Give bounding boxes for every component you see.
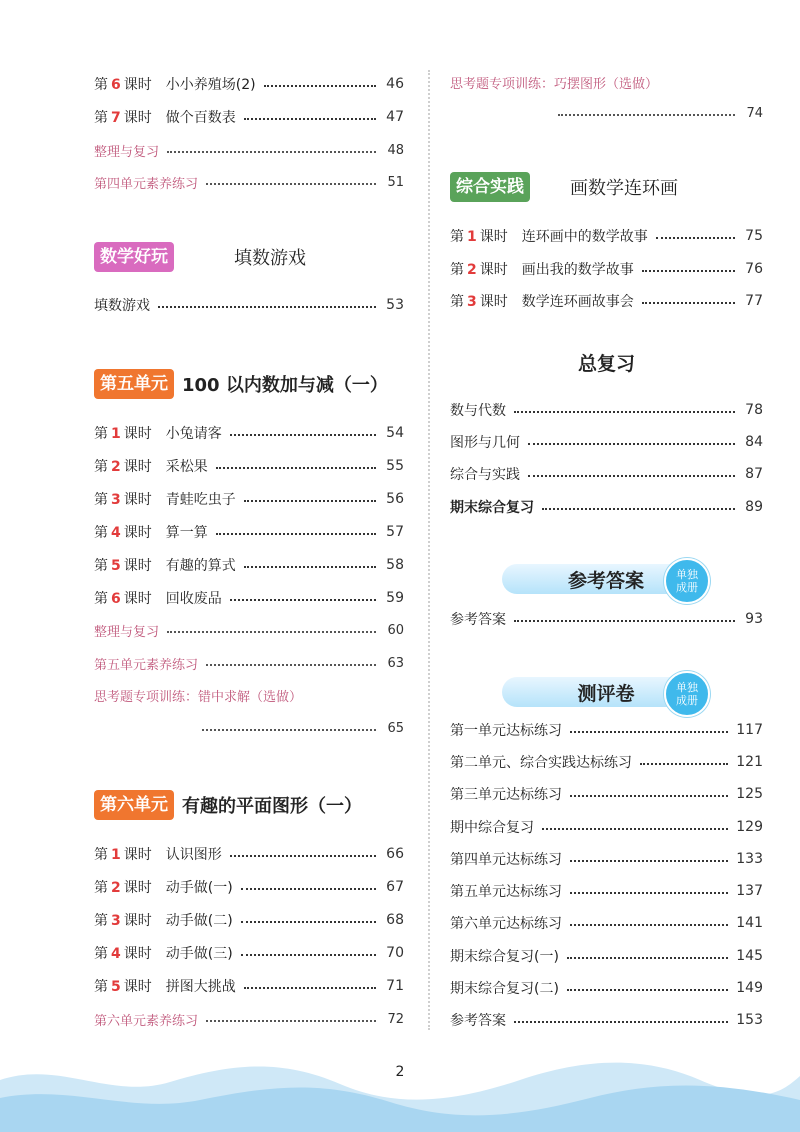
page-number: 89 — [745, 499, 763, 515]
dot-leader — [264, 85, 376, 87]
dot-leader — [167, 631, 376, 633]
entry-title: 动手做(二) — [165, 913, 233, 929]
page-number: 58 — [386, 557, 404, 573]
dot-leader — [230, 599, 376, 601]
entry-title: 拼图大挑战 — [165, 979, 236, 995]
toc-entry[interactable] — [94, 842, 404, 866]
page-number: 71 — [386, 978, 404, 994]
entry-title: 数与代数 — [450, 403, 506, 419]
section-title: 100 以内数加与减（一） — [182, 375, 388, 396]
toc-entry[interactable] — [450, 815, 763, 839]
dot-leader — [656, 237, 735, 239]
entry-title: 第六单元素养练习 — [94, 1013, 199, 1029]
page-number: 153 — [736, 1012, 763, 1028]
page-number: 149 — [736, 980, 763, 996]
entry-title: 第六单元达标练习 — [450, 916, 562, 932]
page-number: 117 — [736, 722, 763, 738]
wave-decoration — [0, 1040, 800, 1132]
entry-title: 数学连环画故事会 — [521, 294, 634, 310]
page-number: 121 — [736, 754, 763, 770]
page-number: 125 — [736, 786, 763, 802]
dot-leader — [206, 664, 376, 666]
toc-entry[interactable] — [450, 976, 763, 1000]
page-number: 65 — [387, 720, 404, 736]
page-number: 87 — [745, 466, 763, 482]
entry-title: 思考题专项训练：错中求解（选做） — [94, 689, 303, 705]
page-number: 78 — [745, 402, 763, 418]
entry-title: 回收废品 — [165, 591, 222, 607]
entry-title: 小兔请客 — [165, 426, 222, 442]
dot-leader — [542, 508, 735, 510]
toc-entry[interactable] — [450, 462, 763, 486]
entry-title: 画出我的数学故事 — [521, 262, 634, 278]
lesson-label: 第 1 课时 — [94, 847, 152, 863]
toc-entry[interactable] — [450, 750, 763, 774]
toc-entry[interactable] — [94, 421, 404, 445]
entry-title: 第四单元素养练习 — [94, 176, 199, 192]
dot-leader — [570, 731, 728, 733]
toc-entry[interactable] — [450, 718, 763, 742]
entry-title: 图形与几何 — [450, 435, 520, 451]
toc-entry[interactable] — [94, 553, 404, 577]
entry-title: 青蛙吃虫子 — [165, 492, 236, 508]
dot-leader — [206, 183, 376, 185]
entry-title: 整理与复习 — [94, 144, 160, 160]
page-number: 137 — [736, 883, 763, 899]
entry-title: 动手做(一) — [165, 880, 233, 896]
page-number: 59 — [386, 590, 404, 606]
dot-leader — [216, 533, 376, 535]
lesson-label: 第 5 课时 — [94, 558, 152, 574]
dot-leader — [244, 118, 376, 120]
page-number: 76 — [745, 261, 763, 277]
dot-leader — [241, 954, 376, 956]
entry-title: 第三单元达标练习 — [450, 787, 562, 803]
dot-leader — [570, 924, 728, 926]
dot-leader — [640, 763, 728, 765]
dot-leader — [542, 828, 728, 830]
entry-title: 整理与复习 — [94, 624, 160, 640]
toc-entry[interactable] — [450, 911, 763, 935]
page-number: 54 — [386, 425, 404, 441]
toc-entry[interactable] — [94, 105, 404, 129]
dot-leader — [230, 434, 376, 436]
dot-leader — [244, 566, 376, 568]
dot-leader — [528, 475, 735, 477]
page-number: 141 — [736, 915, 763, 931]
toc-entry[interactable] — [450, 398, 763, 422]
toc-entry[interactable] — [450, 782, 763, 806]
page-number: 51 — [387, 174, 404, 190]
page-number: 47 — [386, 109, 404, 125]
entry-title: 有趣的算式 — [165, 558, 236, 574]
dot-leader — [567, 957, 728, 959]
dot-leader — [230, 855, 376, 857]
toc-entry-title-line[interactable] — [450, 70, 763, 94]
page-number: 60 — [387, 622, 404, 638]
page-number: 84 — [745, 434, 763, 450]
entry-title: 参考答案 — [450, 612, 506, 628]
toc-entry[interactable] — [94, 170, 404, 194]
dot-leader — [570, 892, 728, 894]
dot-leader — [567, 989, 728, 991]
page-number: 66 — [386, 846, 404, 862]
page-number: 70 — [386, 945, 404, 961]
toc-entry[interactable] — [94, 974, 404, 998]
toc-entry[interactable] — [94, 651, 404, 675]
lesson-label: 第 3 课时 — [94, 492, 152, 508]
toc-entry[interactable] — [450, 607, 763, 631]
toc-entry[interactable] — [94, 293, 404, 317]
entry-title: 认识图形 — [165, 847, 222, 863]
entry-title: 采松果 — [165, 459, 208, 475]
entry-title: 第五单元达标练习 — [450, 884, 562, 900]
toc-entry-page-line[interactable] — [94, 716, 404, 740]
dot-leader — [570, 860, 728, 862]
section-title: 画数学连环画 — [570, 178, 678, 199]
page-number: 72 — [387, 1011, 404, 1027]
section-header-math-fun — [94, 240, 404, 274]
lesson-label: 第 2 课时 — [94, 459, 152, 475]
entry-title: 期中综合复习 — [450, 820, 534, 836]
entry-title: 做个百数表 — [165, 110, 236, 126]
page-number: 53 — [386, 297, 404, 313]
toc-entry[interactable] — [94, 941, 404, 965]
toc-entry[interactable] — [94, 618, 404, 642]
page-number: 77 — [745, 293, 763, 309]
dot-leader — [167, 151, 376, 153]
section-badge: 第五单元 — [94, 369, 174, 399]
dot-leader — [241, 888, 376, 890]
page-number: 56 — [386, 491, 404, 507]
entry-title: 参考答案 — [450, 1013, 506, 1029]
dot-leader — [528, 443, 735, 445]
entry-title: 期末综合复习(一) — [450, 949, 559, 965]
lesson-label: 第 1 课时 — [94, 426, 152, 442]
toc-entry[interactable] — [450, 944, 763, 968]
dot-leader — [514, 411, 735, 413]
toc-entry[interactable] — [94, 875, 404, 899]
toc-entry[interactable] — [450, 257, 763, 281]
lesson-label: 第 3 课时 — [450, 294, 508, 310]
toc-entry[interactable] — [450, 430, 763, 454]
lesson-label: 第 6 课时 — [94, 77, 152, 93]
dot-leader — [158, 306, 376, 308]
toc-entry-title-line[interactable] — [94, 683, 404, 707]
lesson-label: 第 5 课时 — [94, 979, 152, 995]
toc-entry[interactable] — [94, 520, 404, 544]
dot-leader — [642, 270, 735, 272]
lesson-label: 第 2 课时 — [94, 880, 152, 896]
toc-entry[interactable] — [94, 487, 404, 511]
page-number: 68 — [386, 912, 404, 928]
section-header-unit5 — [94, 367, 404, 401]
section-header-unit6 — [94, 788, 404, 822]
section-badge: 综合实践 — [450, 172, 530, 202]
toc-entry[interactable] — [94, 72, 404, 96]
section-title: 有趣的平面图形（一） — [182, 796, 362, 817]
page-number: 48 — [387, 142, 404, 158]
entry-title: 第五单元素养练习 — [94, 657, 199, 673]
lesson-label: 第 6 课时 — [94, 591, 152, 607]
toc-entry-page-line[interactable] — [450, 101, 763, 125]
lesson-label: 第 2 课时 — [450, 262, 508, 278]
toc-entry[interactable] — [94, 586, 404, 610]
toc-entry[interactable] — [94, 138, 404, 162]
dot-leader — [241, 921, 376, 923]
section-badge: 数学好玩 — [94, 242, 174, 272]
entry-title: 第四单元达标练习 — [450, 852, 562, 868]
page-number: 145 — [736, 948, 763, 964]
section-title: 填数游戏 — [234, 248, 306, 269]
dot-leader — [244, 500, 376, 502]
page-number: 93 — [745, 611, 763, 627]
page-number: 129 — [736, 819, 763, 835]
lesson-label: 第 4 课时 — [94, 946, 152, 962]
dot-leader — [514, 620, 735, 622]
entry-title: 思考题专项训练：巧摆图形（选做） — [450, 76, 659, 92]
page-number: 74 — [746, 105, 763, 121]
lesson-label: 第 1 课时 — [450, 229, 508, 245]
toc-entry[interactable] — [94, 908, 404, 932]
separate-booklet-tag: 单独 成册 — [664, 671, 710, 717]
page-number: 55 — [386, 458, 404, 474]
toc-entry[interactable] — [450, 847, 763, 871]
toc-entry[interactable] — [450, 224, 763, 248]
entry-title: 期末综合复习 — [450, 500, 534, 516]
toc-entry[interactable] — [450, 1008, 763, 1032]
tests-pill: 测评卷 — [502, 677, 710, 707]
dot-leader — [216, 467, 376, 469]
entry-title: 算一算 — [165, 525, 208, 541]
section-header-practice — [450, 170, 763, 204]
answers-pill: 参考答案 — [502, 564, 710, 594]
entry-title: 连环画中的数学故事 — [521, 229, 648, 245]
toc-entry[interactable] — [94, 454, 404, 478]
page-number: 46 — [386, 76, 404, 92]
dot-leader — [570, 795, 728, 797]
dot-leader — [206, 1020, 376, 1022]
entry-title: 第二单元、综合实践达标练习 — [450, 755, 632, 771]
page-number: 67 — [386, 879, 404, 895]
review-title: 总复习 — [577, 353, 635, 375]
entry-title: 填数游戏 — [94, 298, 150, 314]
toc-entry[interactable] — [450, 495, 763, 519]
dot-leader — [514, 1021, 728, 1023]
column-divider — [428, 70, 430, 1030]
entry-title: 第一单元达标练习 — [450, 723, 562, 739]
lesson-label: 第 3 课时 — [94, 913, 152, 929]
page-number: 133 — [736, 851, 763, 867]
lesson-label: 第 7 课时 — [94, 110, 152, 126]
page-number: 57 — [386, 524, 404, 540]
entry-title: 动手做(三) — [165, 946, 233, 962]
page-number-footer: 2 — [395, 1064, 405, 1080]
dot-leader — [558, 114, 735, 116]
toc-entry[interactable] — [450, 879, 763, 903]
lesson-label: 第 4 课时 — [94, 525, 152, 541]
entry-title: 小小养殖场(2) — [165, 77, 256, 93]
entry-title: 期末综合复习(二) — [450, 981, 559, 997]
dot-leader — [202, 729, 376, 731]
toc-entry[interactable] — [450, 289, 763, 313]
toc-entry[interactable] — [94, 1007, 404, 1031]
page-number: 75 — [745, 228, 763, 244]
page-number: 63 — [387, 655, 404, 671]
dot-leader — [244, 987, 376, 989]
entry-title: 综合与实践 — [450, 467, 520, 483]
dot-leader — [642, 302, 735, 304]
section-badge: 第六单元 — [94, 790, 174, 820]
separate-booklet-tag: 单独 成册 — [664, 558, 710, 604]
